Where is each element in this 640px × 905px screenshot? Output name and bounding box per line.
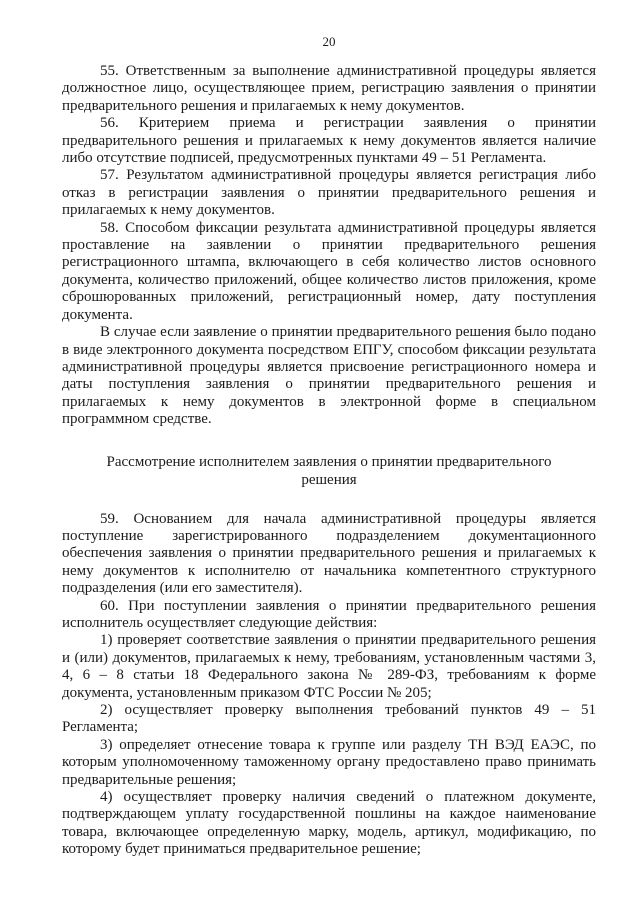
paragraph-58: 58. Способом фиксации результата административной процедуры является проставление на заявлении о принятии предварительного решения регистрационного штампа, включающего в себя количество листов основного документа, количество приложений, общее количество листов приложения, кроме сброшюрованных приложений, регистрационный номер, дату поступления документа.: [62, 219, 596, 323]
list-item-2: 2) осуществляет проверку выполнения требований пунктов 49 – 51 Регламента;: [62, 702, 596, 736]
paragraph-55: 55. Ответственным за выполнение административной процедуры является должностное лицо, осуществляющее прием, регистрацию заявления о принятии предварительного решения и прилагаемых к нему документов.: [62, 63, 596, 114]
document-page: [62, 34, 596, 859]
paragraph-57: 57. Результатом административной процедуры является регистрация либо отказ в регистрации заявления о принятии предварительного решения и прилагаемых к нему документов.: [62, 167, 596, 219]
list-item-3: 3) определяет отнесение товара к группе или разделу ТН ВЭД ЕАЭС, по которым уполномоченному таможенному органу предоставлено право принимать предварительные решения;: [62, 736, 596, 788]
page-number: 20: [322, 34, 336, 49]
paragraph-58-continuation: В случае если заявление о принятии предварительного решения было подано в виде электронного документа посредством ЕПГУ, способом фиксации результата административной процедуры является присвоение регистрационного номера и даты поступления заявления о принятии предварительного решения и прилагаемых к нему документов в электронной форме в специальном программном средстве.: [62, 324, 596, 428]
paragraph-60: 60. При поступлении заявления о принятии предварительного решения исполнитель осуществляет следующие действия:: [62, 597, 596, 631]
list-item-4: 4) осуществляет проверку наличия сведений о платежном документе, подтверждающем уплату государственной пошлины на каждое наименование товара, включающее определенную марку, модель, артикул, модификацию, по которому будет приниматься предварительное решение;: [62, 789, 596, 858]
list-item-1: 1) проверяет соответствие заявления о принятии предварительного решения и (или) документов, прилагаемых к нему, требованиям, установленным частями 3, 4, 6 – 8 статьи 18 Федерального закона № 289-ФЗ, требованиям к форме документа, установленным приказом ФТС России № 205;: [62, 632, 596, 701]
section-heading: Рассмотрение исполнителем заявления о принятии предварительного решения: [106, 453, 552, 488]
paragraph-59: 59. Основанием для начала административной процедуры является поступление зарегистрированного подразделением документационного обеспечения заявления о принятии предварительного решения и прилагаемых к нему документов к исполнителю от начальника компетентного структурного подразделения (или его заместителя).: [62, 510, 596, 597]
paragraph-56: 56. Критерием приема и регистрации заявления о принятии предварительного решения и прилагаемых к нему документов является наличие либо отсутствие подписей, предусмотренных пунктами 49 – 51 Регламента.: [62, 115, 596, 167]
